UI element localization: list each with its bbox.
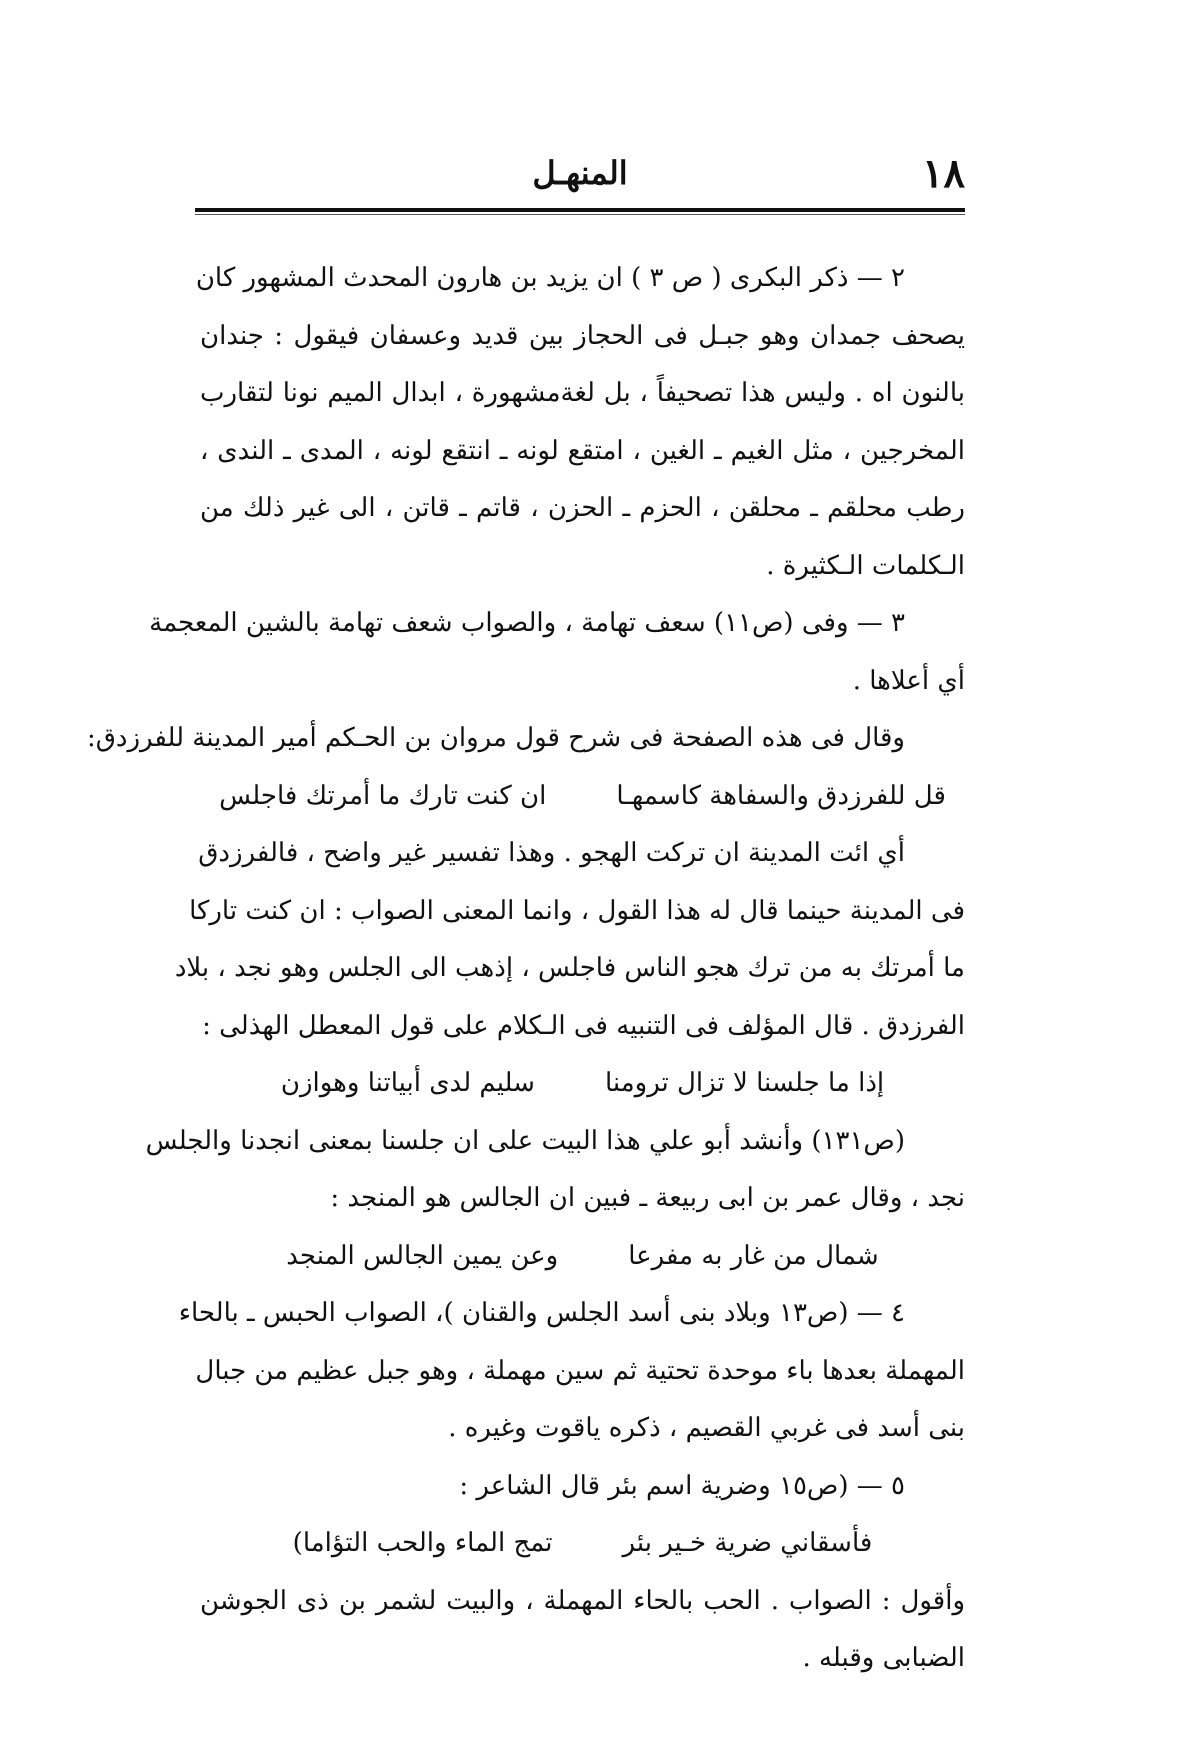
body-text [86,250,965,1688]
text-line: ٢ — ذكر البكرى ( ص ٣ ) ان يزيد بن هارون المحدث المشهور كان [195,263,905,293]
text-line: رطب محلقم ـ محلقن ، الحزم ـ الحزن ، قاتم ـ قاتن ، الى غير ذلك من [200,493,965,523]
poem-verse [200,1228,965,1286]
verse-second-hemistich: سليم لدى أبياتنا وهوازن [280,1068,535,1098]
text-line: ٤ — (ص١٣ وبلاد بنى أسد الجلس والقنان )، الصواب الحبس ـ بالحاء [178,1298,905,1328]
text-line: ٥ — (ص١٥ وضرية اسم بئر قال الشاعر : [459,1470,905,1501]
text-line: المهملة بعدها باء موحدة تحتية ثم سين مهملة ، وهو جبل عظيم من جبال [195,1355,965,1386]
verse-second-hemistich: وعن يمين الجالس المنجد [286,1240,559,1271]
verse-first-hemistich: إذا ما جلسنا لا تزال ترومنا [604,1068,885,1098]
text-line: يصحف جمدان وهو جبـل فى الحجاز بين قديد وعسفان فيقول : جندان [200,320,965,351]
poem-verse [200,768,965,826]
page-number: ١٨ [922,150,965,197]
poem-verse [200,1515,965,1573]
text-line: المخرجين ، مثل الغيم ـ الغين ، امتقع لونه ـ انتقع لونه ، المدى ـ الندى ، [200,435,965,466]
text-line: وأقول : الصواب . الحب بالحاء المهملة ، والبيت لشمر بن ذى الجوشن [200,1585,965,1616]
text-line: ٣ — وفى (ص١١) سعف تهامة ، والصواب شعف تهامة بالشين المعجمة [149,608,905,638]
text-line: ما أمرتك به من ترك هجو الناس فاجلس ، إذهب الى الجلس وهو نجد ، بلاد [174,953,965,983]
verse-first-hemistich: فأسقاني ضرية خـير بئر [622,1528,873,1558]
text-line: (ص١٣١) وأنشد أبو علي هذا البيت على ان جلسنا بمعنى انجدنا والجلس [145,1125,905,1156]
text-line: وقال فى هذه الصفحة فى شرح قول مروان بن الحـكم أمير المدينة للفرزدق: [86,723,905,753]
text-line: الـكلمات الـكثيرة . [766,550,965,581]
text-line: الضبابى وقبله . [802,1643,965,1673]
text-line: الفرزدق . قال المؤلف فى التنبيه فى الـكلام على قول المعطل الهذلى : [202,1010,965,1041]
header-rule-thin [195,214,965,215]
text-line: أي أعلاها . [852,665,965,696]
verse-first-hemistich: شمال من غار به مفرعا [628,1240,879,1271]
text-line: بنى أسد فى غربي القصيم ، ذكره ياقوت وغيره . [448,1413,965,1443]
poem-verse [200,1055,965,1113]
page-header [195,150,965,205]
text-line: نجد ، وقال عمر بن ابى ربيعة ـ فبين ان الجالس هو المنجد : [330,1183,965,1213]
header-rule [195,208,965,212]
text-line: أي ائت المدينة ان تركت الهجو . وهذا تفسير غير واضح ، فالفرزدق [198,838,905,868]
verse-second-hemistich: تمج الماء والحب التؤاما) [292,1528,553,1558]
running-title: المنهـل [532,154,628,192]
text-line: بالنون اه . وليس هذا تصحيفاً ، بل لغةمشهورة ، ابدال الميم نونا لتقارب [200,378,965,408]
text-line: فى المدينة حينما قال له هذا القول ، وانما المعنى الصواب : ان كنت تاركا [189,895,965,926]
verse-first-hemistich: قل للفرزدق والسفاهة كاسمهـا [616,780,946,811]
verse-second-hemistich: ان كنت تارك ما أمرتك فاجلس [219,780,547,811]
